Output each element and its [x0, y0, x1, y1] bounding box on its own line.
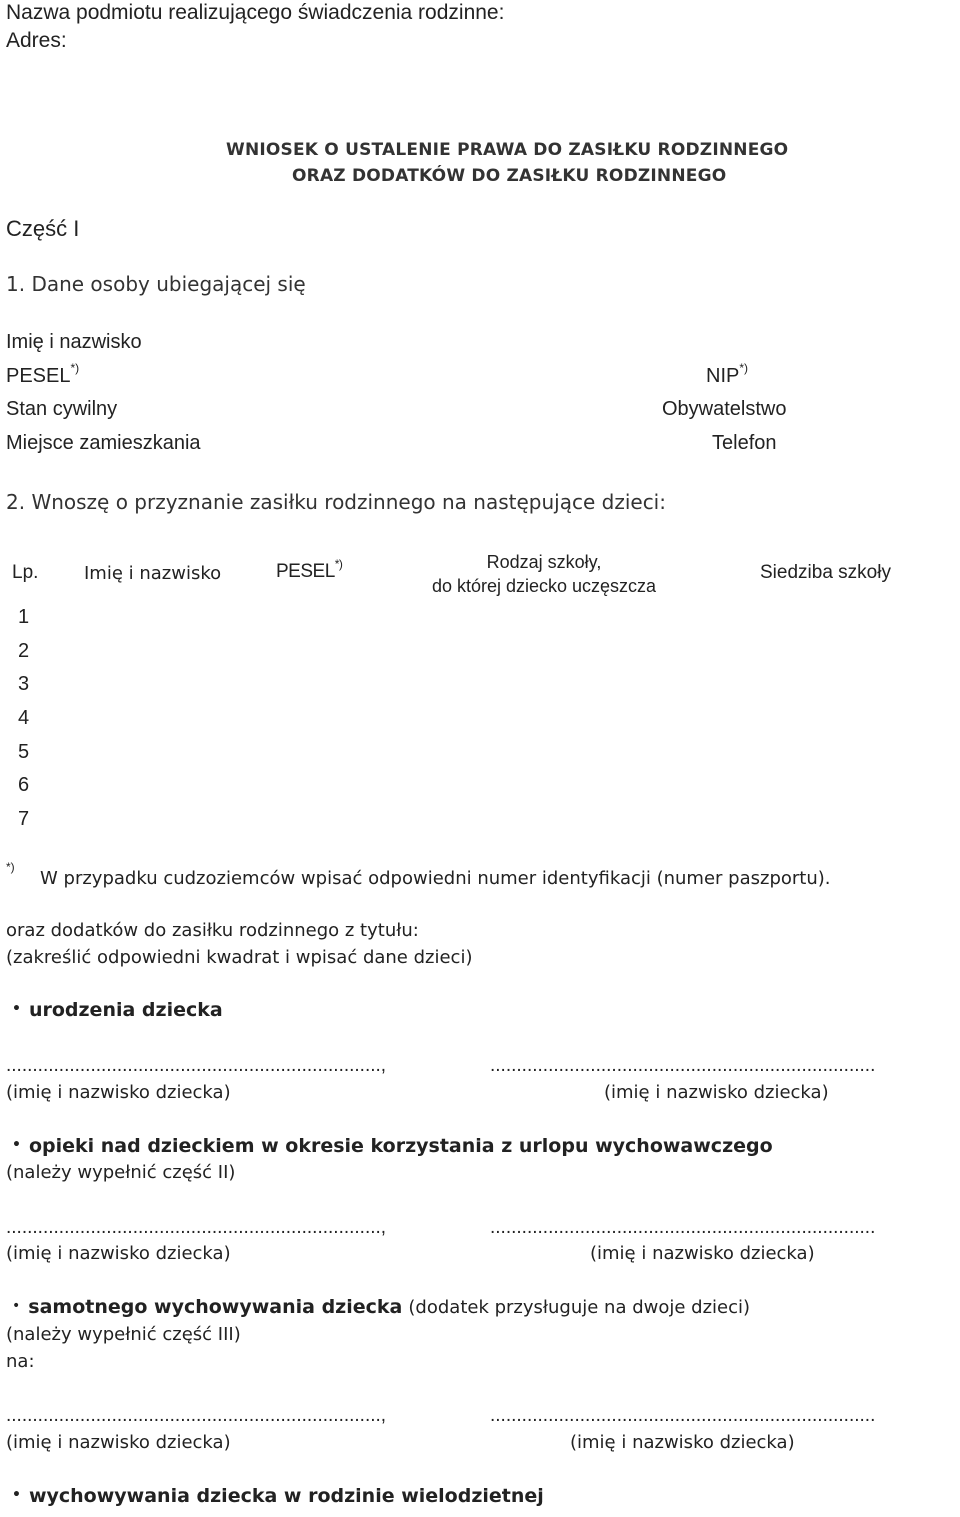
marital-status-label: Stan cywilny — [6, 398, 118, 420]
footnote-text: W przypadku cudzoziemców wpisać odpowiedni numer identyfikacji (numer paszportu). — [40, 868, 831, 889]
nip-footnote-mark: *) — [739, 361, 749, 375]
addition-single-parent[interactable]: • samotnego wychowywania dziecka (dodatek przysługuje na dwoje dzieci) — [12, 1296, 751, 1318]
care-note: (należy wypełnić część II) — [6, 1162, 236, 1183]
pesel-footnote-mark: *) — [70, 361, 80, 375]
address-label: Adres: — [6, 29, 67, 52]
birth-caption-right: (imię i nazwisko dziecka) — [604, 1082, 829, 1103]
birth-caption-left: (imię i nazwisko dziecka) — [6, 1082, 231, 1103]
column-school-type — [404, 550, 684, 598]
residence-label: Miejsce zamieszkania — [6, 432, 201, 454]
bullet-icon: • — [12, 1298, 21, 1314]
care-child-field-right[interactable]: ......................................................................... — [490, 1217, 876, 1238]
addition-large-family[interactable]: • wychowywania dziecka w rodzinie wielodzietnej — [12, 1485, 544, 1507]
footnote-mark: *) — [6, 860, 15, 874]
single-na-label: na: — [6, 1351, 35, 1372]
applicant-nip-label: NIP*) — [706, 361, 749, 387]
addition-birth[interactable]: • urodzenia dziecka — [12, 999, 223, 1021]
column-pesel: PESEL*) — [276, 557, 343, 582]
form-title-line1: WNIOSEK O USTALENIE PRAWA DO ZASIŁKU RODZINNEGO — [226, 140, 789, 160]
citizenship-label: Obywatelstwo — [662, 398, 787, 420]
single-caption-left: (imię i nazwisko dziecka) — [6, 1432, 231, 1453]
column-school-type-line1: Rodzaj szkoły, — [486, 552, 602, 572]
row-number-7: 7 — [18, 808, 30, 830]
row-number-2: 2 — [18, 640, 30, 662]
column-school-type-line2: do której dziecko uczęszcza — [431, 576, 657, 596]
care-caption-right: (imię i nazwisko dziecka) — [590, 1243, 815, 1264]
single-child-field-left[interactable]: ......................................................................., — [6, 1405, 387, 1426]
column-lp: Lp. — [12, 562, 39, 583]
section2-heading: 2. Wnoszę o przyznanie zasiłku rodzinnego na następujące dzieci: — [6, 490, 666, 514]
column-pesel-footnote-mark: *) — [334, 557, 343, 571]
row-number-6: 6 — [18, 774, 30, 796]
addition-care[interactable]: • opieki nad dzieckiem w okresie korzystania z urlopu wychowawczego — [12, 1135, 773, 1157]
care-child-field-left[interactable]: ......................................................................., — [6, 1217, 387, 1238]
row-number-1: 1 — [18, 606, 30, 628]
additions-intro-line2: (zakreślić odpowiedni kwadrat i wpisać dane dzieci) — [6, 947, 473, 968]
part-label: Część I — [6, 216, 80, 241]
column-child-name: Imię i nazwisko — [84, 563, 222, 584]
column-school-seat: Siedziba szkoły — [760, 562, 891, 583]
applicant-pesel-label: PESEL*) — [6, 361, 80, 387]
phone-label: Telefon — [712, 432, 777, 454]
row-number-4: 4 — [18, 707, 30, 729]
section1-heading: 1. Dane osoby ubiegającej się — [6, 272, 306, 296]
birth-child-field-left[interactable]: ......................................................................., — [6, 1055, 387, 1076]
care-caption-left: (imię i nazwisko dziecka) — [6, 1243, 231, 1264]
additions-intro-line1: oraz dodatków do zasiłku rodzinnego z tytułu: — [6, 920, 419, 941]
row-number-3: 3 — [18, 673, 30, 695]
bullet-icon: • — [12, 1001, 21, 1017]
form-title-line2: ORAZ DODATKÓW DO ZASIŁKU RODZINNEGO — [292, 166, 727, 186]
bullet-icon: • — [12, 1137, 21, 1153]
single-child-field-right[interactable]: ......................................................................... — [490, 1405, 876, 1426]
applicant-name-label: Imię i nazwisko — [6, 331, 142, 353]
single-note: (należy wypełnić część III) — [6, 1324, 241, 1345]
row-number-5: 5 — [18, 741, 30, 763]
entity-name-label: Nazwa podmiotu realizującego świadczenia rodzinne: — [6, 1, 505, 24]
single-caption-right: (imię i nazwisko dziecka) — [570, 1432, 795, 1453]
birth-child-field-right[interactable]: ......................................................................... — [490, 1055, 876, 1076]
bullet-icon: • — [12, 1487, 21, 1503]
